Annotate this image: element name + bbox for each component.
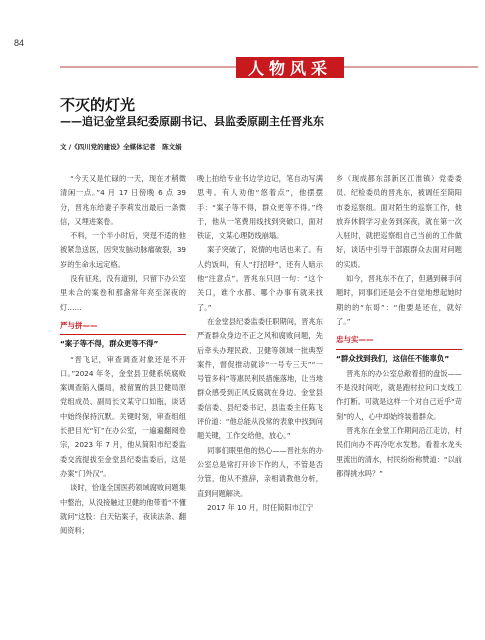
section-heading: 忠与实—— bbox=[336, 335, 374, 345]
section-quote: “案子等不得，群众更等不得” bbox=[60, 339, 159, 349]
paragraph: 在金堂县纪委监委任职期间，晋兆东严查群众身边不正之风和腐败问题，先后牵头办理民政、卫健等领域一批典型案件，督促推动就诊“一号专三天”“一号管多科”等惠民利民措施落地，让当地群众感受到正风反腐就在身边。金堂县委信委、县纪委书记、县监委主任陈飞评价道：“他总能从没常的表象中找到问题关键，工作交给他，放心。” bbox=[197, 316, 323, 441]
section-quote: “群众找到我们，这信任不能辜负” bbox=[336, 353, 450, 363]
paragraph: 不料，一个半小时后，突逞不适的他被紧急送医，因突发脑动脉瘤破裂，39 岁的生命永远定格。 bbox=[60, 231, 186, 269]
paragraph: 乡（现成都东部新区江淮镇）党委委员、纪检委员的晋兆东，被调任至简阳市委巡察组。面对陌生的巡察工作，他放弃休假学习业务到深夜，就在第一次入驻时，就把巡察组自己当前的工作做好，谈话中引导干部跟群众去面对问题的实质。 bbox=[336, 174, 462, 269]
paragraph: 晋兆东在金堂工作期间沿江走访，村民们向办不再冷吃水发愁。看着水龙头里流出的清水，村民纷纷称赞道：“以前都得挑水吗？” bbox=[336, 426, 462, 478]
article-title: 不灭的灯光 bbox=[60, 96, 136, 114]
page-number: 84 bbox=[14, 38, 25, 48]
paragraph: 如今，晋兆东不在了，但遇到棘手问题时，同事们还是会不自觉地想起她时期的的“东哥”：“他要是还在，就好了。” bbox=[336, 274, 462, 326]
text-column-1 bbox=[60, 172, 186, 538]
section-rule bbox=[336, 349, 462, 350]
paragraph: 谈时，恰逢全国医药领域腐败问题集中整治，从没接触过卫健的他带着“不懂就问”这股：白天钻案子，夜读法条、翻阅资料； bbox=[60, 483, 186, 536]
paragraph: 晋兆东的办公室总敞着招的盘饭——不是没时间吃，就是跑村拉问口支线工作打断。可就是这样一个对自己近乎“苛刻”的人，心中却始终装着群众。 bbox=[336, 368, 462, 421]
paragraph: 没有征兆，没有道别，只留下办公室里未合的案卷和那盏常年亮至深夜的灯…… bbox=[60, 274, 186, 312]
section-heading: 严与拼—— bbox=[60, 320, 98, 330]
paragraph: “今天又是忙碌的一天，现在才稍微清闲一点。”4 月 17 日傍晚 6 点 39 分，晋兆东给妻子李莉发出最后一条微信，又埋进案卷。 bbox=[60, 174, 186, 226]
paragraph: 晚上拍给专业书边学边记，笔自动写满思考。有人劝他“悠着点”，他摆摆手：“案子等不得，群众更等不得。”终于，他从一笔费用线找到突破口，面对铁证，文某心理防线崩塌。 bbox=[197, 174, 323, 241]
paragraph: 案子突破了，说情的电话也来了。有人约饭叫，有人“打招呼”，还有人暗示他“注意点”。晋兆东只回一句：“这个关口，谁个水都、哪个办事有就来找了。” bbox=[197, 245, 323, 312]
banner-label-box bbox=[236, 57, 344, 78]
paragraph: “晋飞记，审查调查对象还是不开口。”2024 年冬，金堂县卫健系统腐败案调查陷入僵局，被留置的县卫健局原党组成员、副局长文某守口如瓶，谈话中始终保持沉默。关键时刻，审查组组长把目光“钉”在办公室，一遍遍翻阅卷宗，2023 年 7 月，他从简阳市纪委监委交流提拔至金堂县纪委监委后，这是办案“门外汉”。 bbox=[60, 354, 186, 478]
paragraph: 同事们眼里他的热心——晋社东的办公室总是常打开诊下作的人，不管是否分管，他从不推辞，亲相请教他分析，直到问题解决。 bbox=[197, 445, 323, 498]
article-byline: 文 /《四川党的建设》全媒体记者 陈文娟 bbox=[60, 143, 182, 151]
article-subtitle: ——追记金堂县纪委原副书记、县监委原副主任晋兆东 bbox=[60, 115, 324, 128]
text-column-2 bbox=[197, 172, 323, 515]
section-rule bbox=[60, 334, 186, 335]
banner-label: 人物风采 bbox=[247, 59, 332, 78]
paragraph: 2017 年 10 月，时任简阳市江宁 bbox=[207, 502, 314, 512]
text-column-3 bbox=[336, 172, 462, 481]
section-banner bbox=[60, 57, 478, 78]
